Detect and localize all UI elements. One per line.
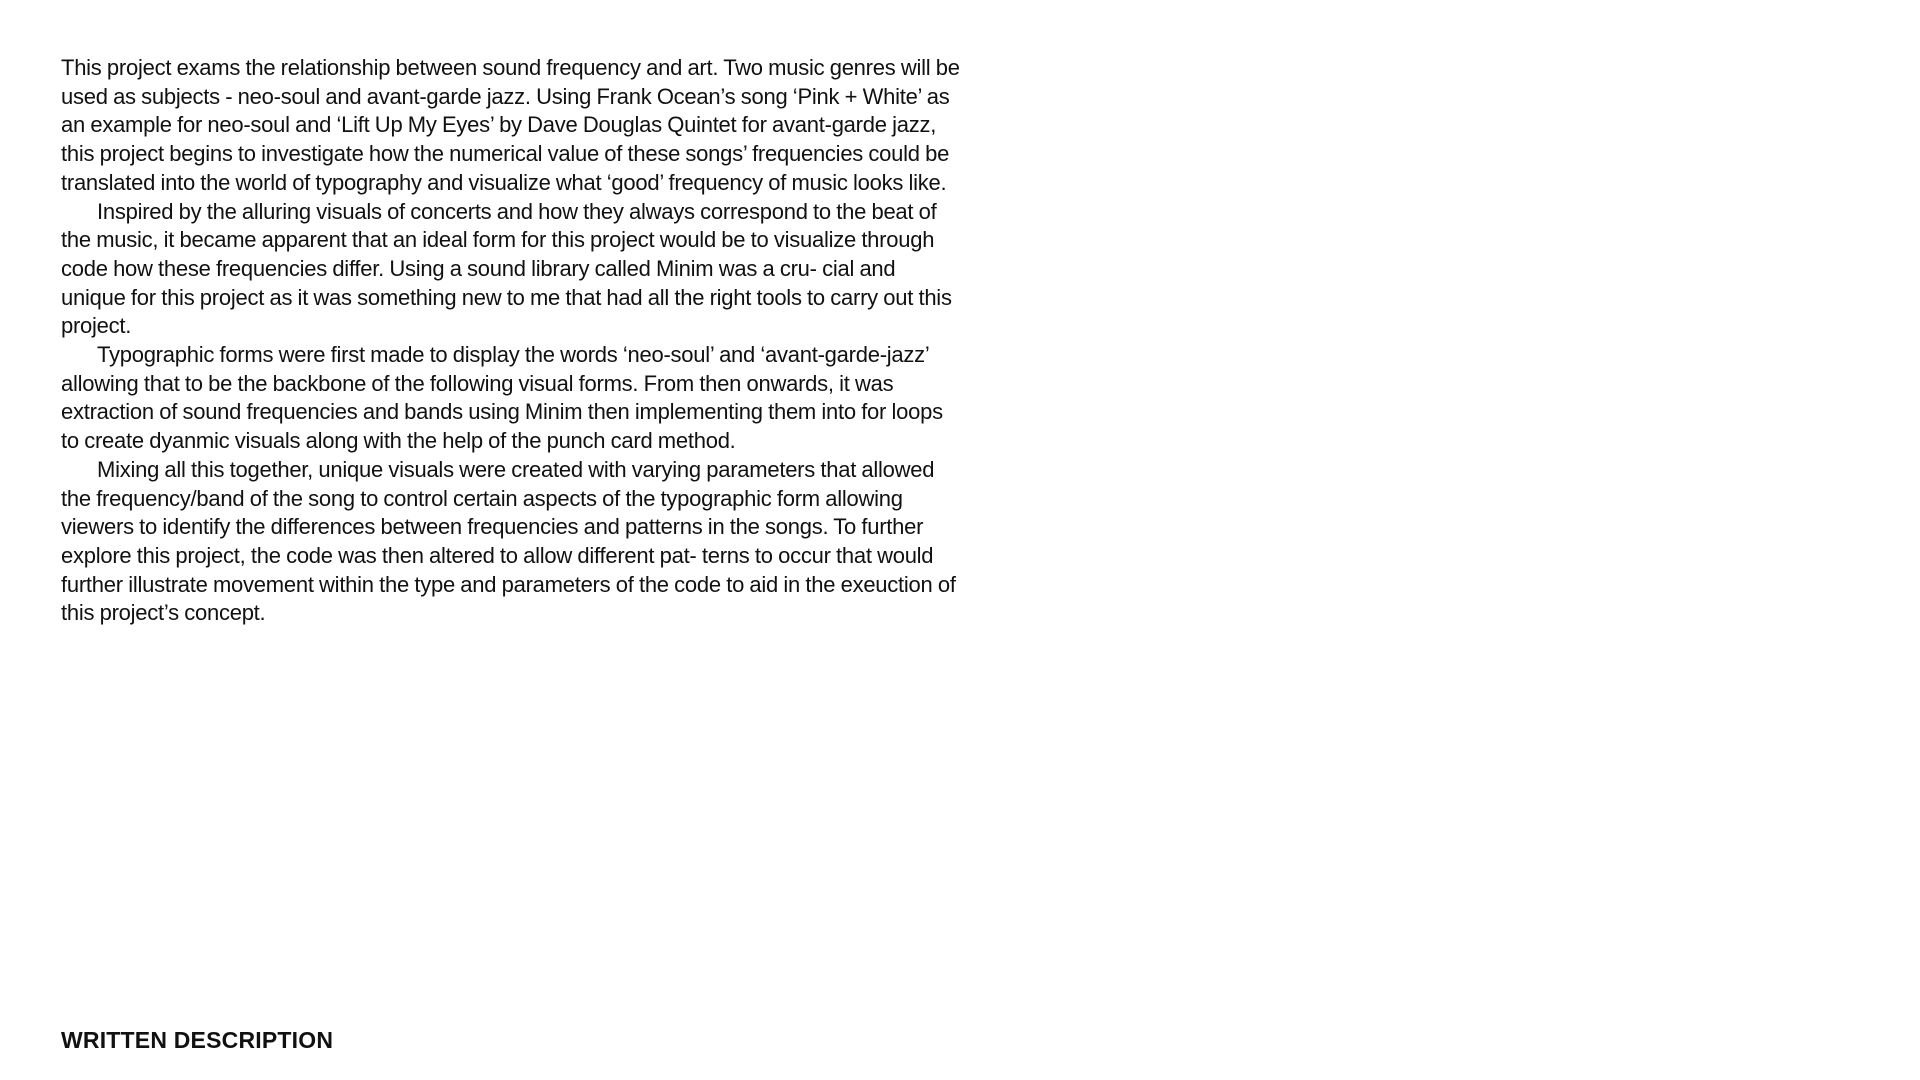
description-paragraph-4: Mixing all this together, unique visuals were created with varying parameters that allowed the frequency/band of the song to control certain aspects of the typographic form allowing viewers to identify the differences between frequencies and patterns in the songs. To further explore this project, the code was then altered to allow different pat- terns to occur that would further illustrate movement within the type and parameters of the code to aid in the exeuction of this project’s concept. [61, 456, 956, 626]
written-description-body [61, 54, 961, 628]
description-paragraph-2: Inspired by the alluring visuals of concerts and how they always correspond to the beat of the music, it became apparent that an ideal form for this project would be to visualize through code how these frequencies differ. Using a sound library called Minim was a cru- cial and unique for this project as it was something new to me that had all the right tools to carry out this project. [61, 198, 952, 339]
section-heading: WRITTEN DESCRIPTION [61, 1027, 334, 1053]
description-paragraph-1: This project exams the relationship between sound frequency and art. Two music genres will be used as subjects - neo-soul and avant-garde jazz. Using Frank Ocean’s song ‘Pink + White’ as an example for neo-soul and ‘Lift Up My Eyes’ by Dave Douglas Quintet for avant-garde jazz, this project begins to investigate how the numerical value of these songs’ frequencies could be translated into the world of typography and visualize what ‘good’ frequency of music looks like. [61, 55, 960, 195]
description-paragraph-3: Typographic forms were first made to display the words ‘neo-soul’ and ‘avant-garde-jazz’ allowing that to be the backbone of the following visual forms. From then onwards, it was extraction of sound frequencies and bands using Minim then implementing them into for loops to create dyanmic visuals along with the help of the punch card method. [61, 342, 943, 454]
